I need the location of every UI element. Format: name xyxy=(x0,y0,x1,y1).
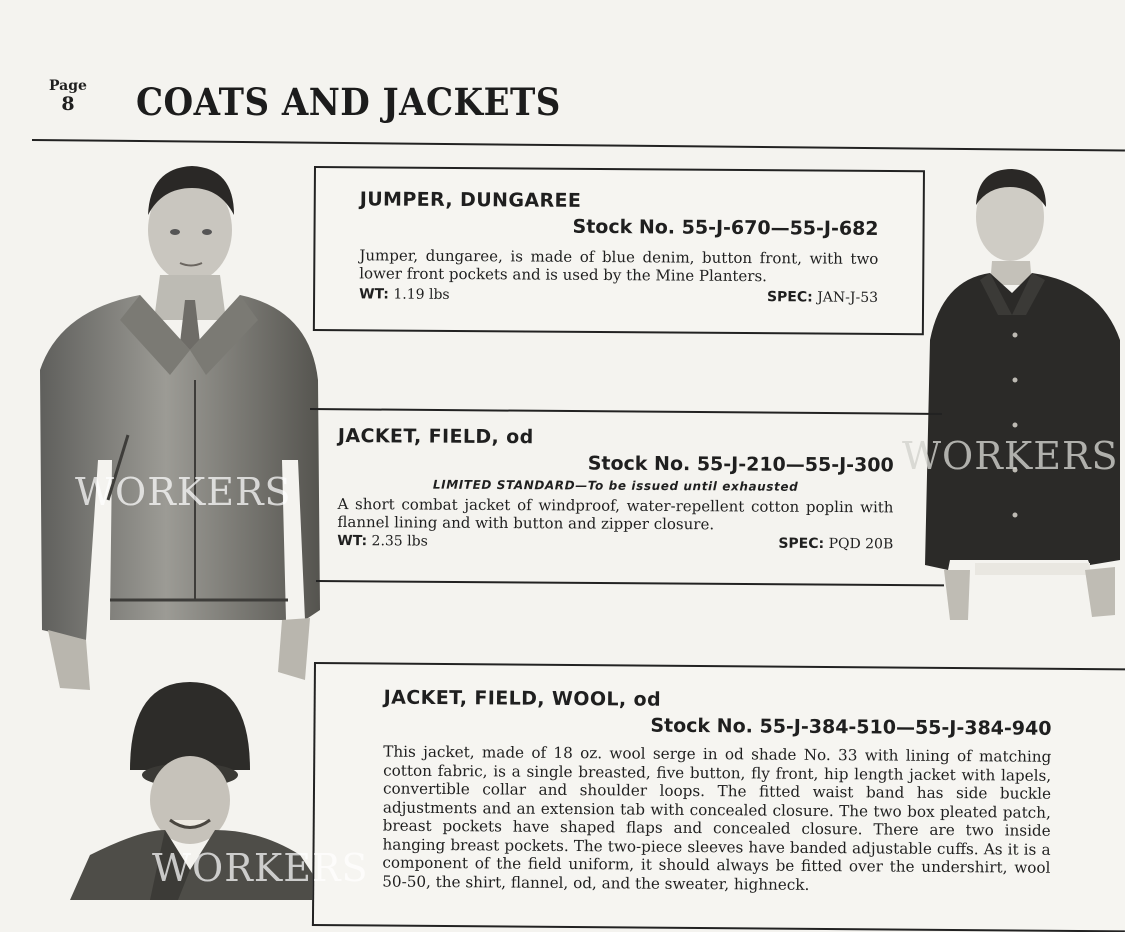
show-through-text xyxy=(900,382,905,400)
weight-label: WT: xyxy=(359,286,389,303)
item-jacket-field xyxy=(337,425,894,552)
item-meta xyxy=(359,286,878,306)
item-jacket-field-wool xyxy=(312,662,1125,932)
item-name: JUMPER, DUNGAREE xyxy=(359,188,582,212)
watermark-left: WORKERS xyxy=(75,470,292,514)
dungaree-jumper-photo xyxy=(920,165,1125,630)
item-name: JACKET, FIELD, od xyxy=(337,425,534,449)
item-description: This jacket, made of 18 oz. wool serge in od shade No. 33 with lining of matching cotton fabric, is a single breasted, five button, fly front, hip length jacket with lapels, convertible collar and shoulder loops. The fitted waist band has side buckle adjustments and an extension tab with concealed closure. The two box pleated patch, breast pockets have shaped flaps and concealed closure. There are two inside hanging breast pockets. The two-piece sleeves have banded adjustable cuffs. As it is a component of the field uniform, it should always be fitted over the undershirt, wool 50-50, the shirt, flannel, od, and the sweater, highneck. xyxy=(382,742,1052,894)
weight-value: 2.35 lbs xyxy=(371,533,428,550)
item-description: Jumper, dungaree, is made of blue denim, button front, with two lower front pockets and is used by the Mine Planters. xyxy=(359,246,879,286)
spec-label: SPEC: xyxy=(766,289,813,306)
page-title: COATS AND JACKETS xyxy=(136,80,561,124)
spec xyxy=(778,536,893,553)
section-rule-bottom xyxy=(316,580,944,586)
stock-number: Stock No. 55-J-384-510—55-J-384-940 xyxy=(650,714,1052,740)
item-description: A short combat jacket of windproof, water-repellent cotton poplin with flannel lining and with button and zipper closure. xyxy=(337,494,894,534)
header-rule xyxy=(32,139,1125,151)
weight xyxy=(359,286,450,303)
stock-number: Stock No. 55-J-670—55-J-682 xyxy=(572,215,879,240)
item-name: JACKET, FIELD, WOOL, od xyxy=(383,686,662,711)
weight-value: 1.19 lbs xyxy=(393,286,450,303)
weight-label: WT: xyxy=(337,532,368,550)
spec xyxy=(767,289,878,306)
watermark-right: WORKERS xyxy=(902,434,1119,478)
item-jumper-dungaree xyxy=(313,166,925,335)
spec-label: SPEC: xyxy=(778,535,825,552)
limited-standard-note: LIMITED STANDARD—To be issued until exhausted xyxy=(432,477,799,494)
stock-number: Stock No. 55-J-210—55-J-300 xyxy=(587,452,894,477)
page-number-label xyxy=(46,78,90,115)
spec-value: PQD 20B xyxy=(828,535,894,553)
weight xyxy=(337,533,428,550)
item-meta xyxy=(337,533,893,552)
section-rule-top xyxy=(310,408,942,415)
field-jacket-photo xyxy=(20,160,325,700)
spec-value: JAN-J-53 xyxy=(817,289,879,306)
page-number: 8 xyxy=(61,93,75,115)
watermark-bottom: WORKERS xyxy=(152,846,369,890)
page-word: Page xyxy=(49,78,87,94)
